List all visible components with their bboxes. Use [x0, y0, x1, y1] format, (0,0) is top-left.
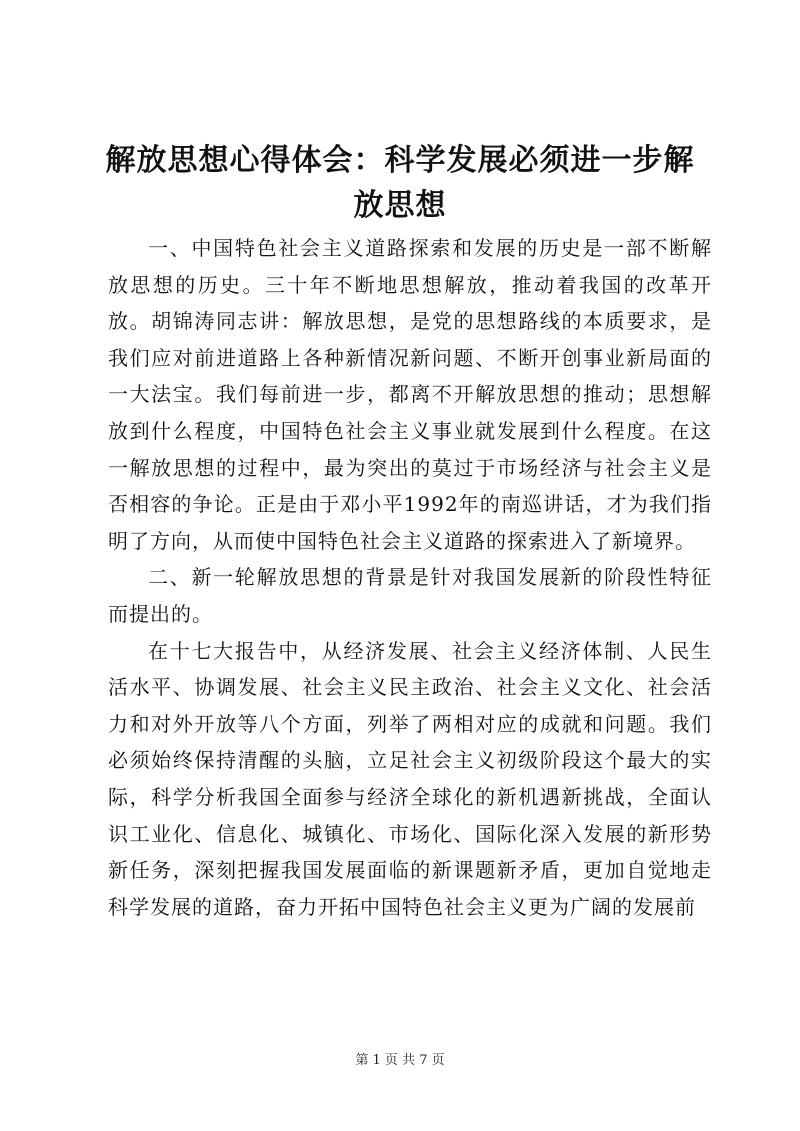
document-body: [108, 230, 712, 925]
page-footer: 第 1 页 共 7 页: [355, 1053, 445, 1068]
document-title: 解放思想心得体会：科学发展必须进一步解放思想: [105, 143, 695, 223]
paragraph-3: 在十七大报告中，从经济发展、社会主义经济体制、人民生活水平、协调发展、社会主义民主政治、社会主义文化、社会活力和对外开放等八个方面，列举了两相对应的成就和问题。我们必须始终保持清醒的头脑，立足社会主义初级阶段这个最大的实际，科学分析我国全面参与经济全球化的新机遇新挑战，全面认识工业化、信息化、城镇化、市场化、国际化深入发展的新形势新任务，深刻把握我国发展面临的新课题新矛盾，更加自觉地走科学发展的道路，奋力开拓中国特色社会主义更为广阔的发展前: [108, 638, 712, 919]
paragraph-1: 一、中国特色社会主义道路探索和发展的历史是一部不断解放思想的历史。三十年不断地思想解放，推动着我国的改革开放。胡锦涛同志讲：解放思想，是党的思想路线的本质要求，是我们应对前进道路上各种新情况新问题、不断开创事业新局面的一大法宝。我们每前进一步，都离不开解放思想的推动；思想解放到什么程度，中国特色社会主义事业就发展到什么程度。在这一解放思想的过程中，最为突出的莫过于市场经济与社会主义是否相容的争论。正是由于邓小平1992年的南巡讲话，才为我们指明了方向，从而使中国特色社会主义道路的探索进入了新境界。: [108, 236, 712, 553]
paragraph-2: 二、新一轮解放思想的背景是针对我国发展新的阶段性特征而提出的。: [108, 565, 712, 626]
